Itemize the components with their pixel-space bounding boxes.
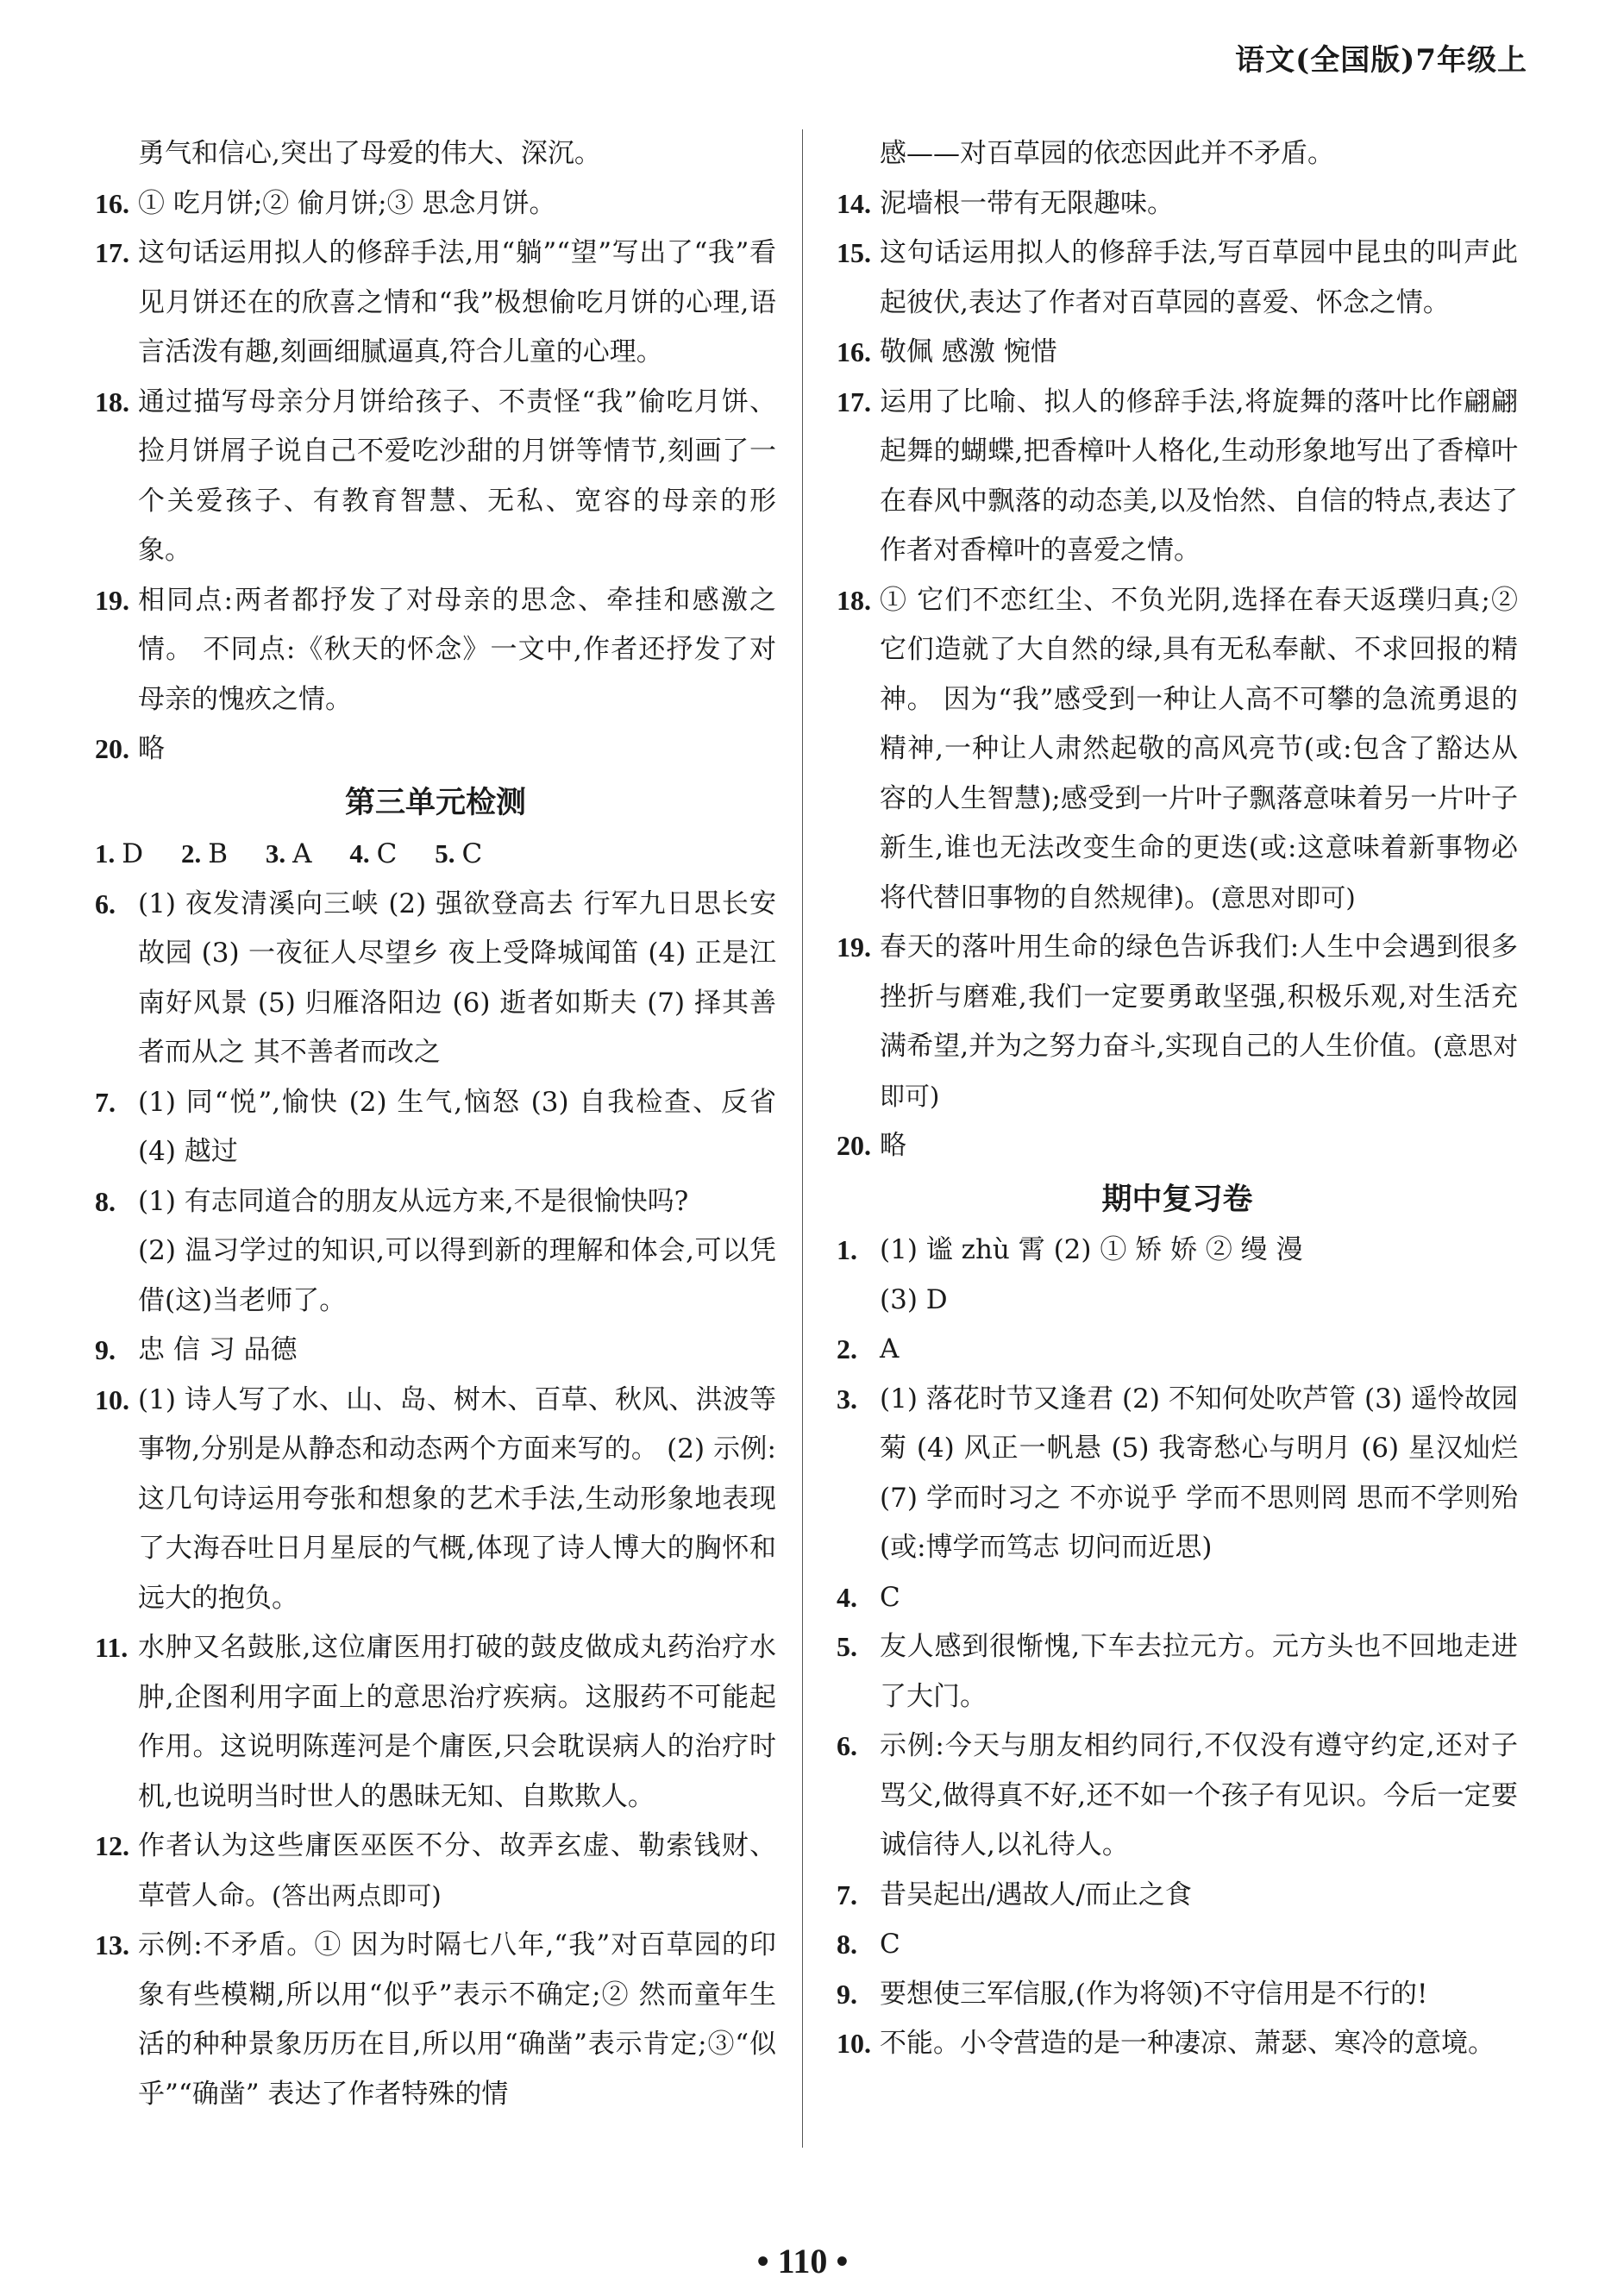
answer-item: 18. 通过描写母亲分月饼给孩子、不责怪“我”偷吃月饼、捡月饼屑子说自己不爱吃沙甜的月饼等情节,刻画了一个关爱孩子、有教育智慧、无私、宽容的母亲的形象。	[95, 386, 776, 566]
answer-item: 5. 友人感到很惭愧,下车去拉元方。元方头也不回地走进了大门。	[837, 1631, 1518, 1712]
answer-item: 20. 略	[95, 733, 165, 764]
left-column	[95, 129, 776, 2119]
answer-item: 9. 忠 信 习 品德	[95, 1334, 298, 1365]
answer-item: 19. 相同点:两者都抒发了对母亲的思念、牵挂和感激之情。 不同点:《秋天的怀念》一文中,作者还抒发了对母亲的愧疚之情。	[95, 584, 776, 715]
answer-item: 8. (1) 有志同道合的朋友从远方来,不是很愉快吗?	[95, 1185, 689, 1217]
answer-item: 11. 水肿又名鼓胀,这位庸医用打破的鼓皮做成丸药治疗水肿,企图利用字面上的意思治疗疾病。这服药不可能起作用。这说明陈莲河是个庸医,只会耽误病人的治疗时机,也说明当时世人的愚昧无知、自欺欺人。	[95, 1632, 776, 1812]
answer-item: 7. (1) 同“悦”,愉快 (2) 生气,恼怒 (3) 自我检查、反省 (4) 越过	[95, 1086, 776, 1167]
answer-item: 8. C	[837, 1929, 900, 1960]
answer-item: 9. 要想使三军信服,(作为将领)不守信用是不行的!	[837, 1978, 1428, 2010]
section-title: 第三单元检测	[344, 784, 526, 820]
answer-item: 10. (1) 诗人写了水、山、岛、树木、百草、秋风、洪波等事物,分别是从静态和动态两个方面来写的。 (2) 示例:这几句诗运用夸张和想象的艺术手法,生动形象地表现了大海吞吐日月星辰的气概,体现了诗人博大的胸怀和远大的抱负。	[95, 1383, 776, 1614]
answer-item: 16. 敬佩 感激 惋惜	[837, 336, 1057, 367]
continued-text: 感——对百草园的依恋因此并不矛盾。	[880, 138, 1334, 169]
page-number: • 110 •	[756, 2242, 849, 2280]
column-divider	[802, 129, 803, 2148]
answer-item: 13. 示例:不矛盾。① 因为时隔七八年,“我”对百草园的印象有些模糊,所以用“似乎”表示不确定;② 然而童年生活的种种景象历历在目,所以用“确凿”表示肯定;③“似乎”“确凿” 表达了作者特殊的情	[95, 1929, 776, 2110]
answer-item: 17. 运用了比喻、拟人的修辞手法,将旋舞的落叶比作翩翩起舞的蝴蝶,把香樟叶人格化,生动形象地写出了香樟叶在春风中飘落的动态美,以及怡然、自信的特点,表达了作者对香樟叶的喜爱之情。	[837, 386, 1518, 566]
page-header: 语文(全国版)7年级上	[1235, 43, 1527, 78]
answer-item: 3. (1) 落花时节又逢君 (2) 不知何处吹芦管 (3) 遥怜故园菊 (4) 风正一帆悬 (5) 我寄愁心与明月 (6) 星汉灿烂 (7) 学而时习之 不亦说乎 学而不思则罔 思而不学则殆(或:博学而笃志 切问而近思)	[837, 1383, 1518, 1563]
answer-item: 10. 不能。小令营造的是一种凄凉、萧瑟、寒冷的意境。	[837, 2028, 1495, 2059]
answer-item: (2) 温习学过的知识,可以得到新的理解和体会,可以凭借(这)当老师了。	[138, 1235, 776, 1316]
answer-item: 7. 昔吴起出/遇故人/而止之食	[837, 1879, 1192, 1910]
answer-item: 14. 泥墙根一带有无限趣味。	[837, 187, 1174, 219]
answer-item: 6. (1) 夜发清溪向三峡 (2) 强欲登高去 行军九日思长安故园 (3) 一夜征人尽望乡 夜上受降城闻笛 (4) 正是江南好风景 (5) 归雁洛阳边 (6) 逝者如斯夫 (7) 择其善者而从之 其不善者而改之	[95, 888, 776, 1068]
continued-text: 勇气和信心,突出了母爱的伟大、深沉。	[138, 138, 601, 169]
answer-item: 18. ① 它们不恋红尘、不负光阴,选择在春天返璞归真;② 它们造就了大自然的绿,具有无私奉献、不求回报的精神。 因为“我”感受到一种让人高不可攀的急流勇退的精神,一种让人肃然起敬的高风亮节(或:包含了豁达从容的人生智慧);感受到一片叶子飘落意味着另一片叶子新生,谁也无法改变生命的更迭(或:这意味着新事物必将代替旧事物的自然规律)。(意思对即可)	[837, 584, 1518, 913]
answer-item: 19. 春天的落叶用生命的绿色告诉我们:人生中会遇到很多挫折与磨难,我们一定要勇敢坚强,积极乐观,对生活充满希望,并为之努力奋斗,实现自己的人生价值。(意思对即可)	[837, 932, 1518, 1111]
answer-item: 4. C	[837, 1581, 900, 1613]
answer-item: 20. 略	[837, 1130, 906, 1161]
answer-item: 12. 作者认为这些庸医巫医不分、故弄玄虚、勒索钱财、草菅人命。(答出两点即可)	[95, 1830, 776, 1911]
answer-item: 15. 这句话运用拟人的修辞手法,写百草园中昆虫的叫声此起彼伏,表达了作者对百草园的喜爱、怀念之情。	[837, 237, 1518, 318]
answer-item: (3) D	[880, 1283, 948, 1315]
right-column	[837, 129, 1518, 2069]
answer-item: 16. ① 吃月饼;② 偷月饼;③ 思念月饼。	[95, 187, 556, 219]
answer-item: 1. (1) 谧 zhù 霄 (2) ① 矫 娇 ② 缦 漫	[837, 1234, 1303, 1265]
section-title: 期中复习卷	[1101, 1181, 1253, 1217]
answer-item: 6. 示例:今天与朋友相约同行,不仅没有遵守约定,还对子骂父,做得真不好,还不如一个孩子有见识。今后一定要诚信待人,以礼待人。	[837, 1730, 1518, 1860]
answer-item: 2. A	[837, 1333, 900, 1364]
answer-item: 17. 这句话运用拟人的修辞手法,用“躺”“望”写出了“我”看见月饼还在的欣喜之情和“我”极想偷吃月饼的心理,语言活泼有趣,刻画细腻逼真,符合儿童的心理。	[95, 237, 776, 367]
multiple-choice-answers: 1. D 2. B 3. A 4. C 5. C	[95, 838, 483, 869]
